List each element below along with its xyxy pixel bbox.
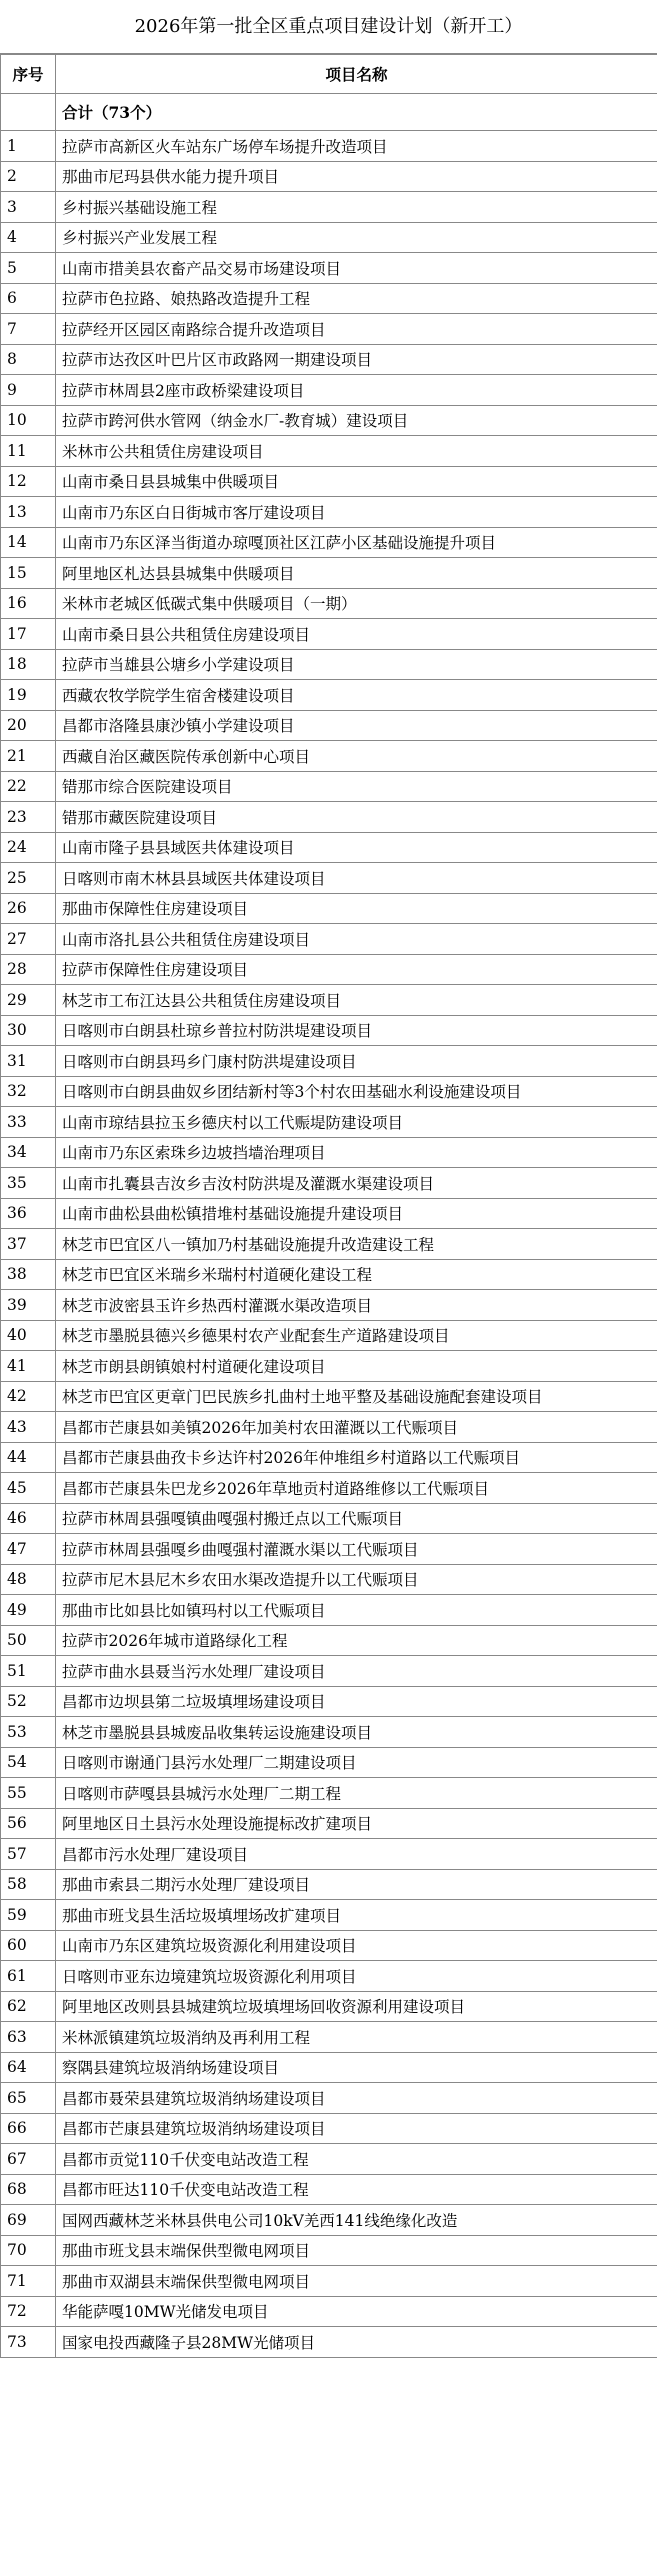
table-row — [1, 253, 657, 284]
table-row — [1, 954, 657, 985]
row-number: 60 — [1, 1930, 56, 1961]
row-number: 42 — [1, 1381, 56, 1412]
row-project-name: 乡村振兴基础设施工程 — [56, 192, 657, 223]
row-project-name: 日喀则市白朗县杜琼乡普拉村防洪堤建设项目 — [56, 1015, 657, 1046]
row-number: 24 — [1, 832, 56, 863]
table-row — [1, 1442, 657, 1473]
table-header-row — [1, 55, 657, 94]
table-row — [1, 1900, 657, 1931]
row-number: 54 — [1, 1747, 56, 1778]
total-empty-cell — [1, 94, 56, 131]
row-project-name: 拉萨市林周县2座市政桥梁建设项目 — [56, 375, 657, 406]
table-row — [1, 2235, 657, 2266]
row-number: 11 — [1, 436, 56, 467]
row-project-name: 拉萨市林周县强嘎乡曲嘎强村灌溉水渠以工代赈项目 — [56, 1534, 657, 1565]
table-row — [1, 558, 657, 589]
row-number: 33 — [1, 1107, 56, 1138]
row-project-name: 拉萨市曲水县聂当污水处理厂建设项目 — [56, 1656, 657, 1687]
table-row — [1, 1778, 657, 1809]
row-project-name: 山南市乃东区泽当街道办琼嘎顶社区江萨小区基础设施提升项目 — [56, 527, 657, 558]
row-project-name: 昌都市芒康县朱巴龙乡2026年草地贡村道路维修以工代赈项目 — [56, 1473, 657, 1504]
row-number: 68 — [1, 2174, 56, 2205]
row-number: 40 — [1, 1320, 56, 1351]
table-row — [1, 2113, 657, 2144]
row-number: 21 — [1, 741, 56, 772]
table-row — [1, 1534, 657, 1565]
row-number: 50 — [1, 1625, 56, 1656]
row-project-name: 林芝市朗县朗镇娘村村道硬化建设项目 — [56, 1351, 657, 1382]
row-project-name: 拉萨经开区园区南路综合提升改造项目 — [56, 314, 657, 345]
row-project-name: 拉萨市色拉路、娘热路改造提升工程 — [56, 283, 657, 314]
row-number: 26 — [1, 893, 56, 924]
table-row — [1, 1595, 657, 1626]
row-project-name: 米林市老城区低碳式集中供暖项目（一期） — [56, 588, 657, 619]
header-serial-number: 序号 — [1, 55, 56, 94]
row-number: 1 — [1, 131, 56, 162]
table-row — [1, 1198, 657, 1229]
row-number: 39 — [1, 1290, 56, 1321]
row-number: 47 — [1, 1534, 56, 1565]
table-row — [1, 1686, 657, 1717]
table-row — [1, 680, 657, 711]
table-row — [1, 1229, 657, 1260]
row-project-name: 山南市乃东区建筑垃圾资源化利用建设项目 — [56, 1930, 657, 1961]
row-number: 46 — [1, 1503, 56, 1534]
row-project-name: 昌都市芒康县曲孜卡乡达许村2026年仲堆组乡村道路以工代赈项目 — [56, 1442, 657, 1473]
row-number: 37 — [1, 1229, 56, 1260]
row-project-name: 山南市琼结县拉玉乡德庆村以工代赈堤防建设项目 — [56, 1107, 657, 1138]
row-project-name: 拉萨市当雄县公塘乡小学建设项目 — [56, 649, 657, 680]
row-project-name: 拉萨市高新区火车站东广场停车场提升改造项目 — [56, 131, 657, 162]
table-row — [1, 1381, 657, 1412]
row-project-name: 日喀则市谢通门县污水处理厂二期建设项目 — [56, 1747, 657, 1778]
table-row — [1, 1107, 657, 1138]
row-project-name: 那曲市班戈县生活垃圾填埋场改扩建项目 — [56, 1900, 657, 1931]
row-project-name: 昌都市聂荣县建筑垃圾消纳场建设项目 — [56, 2083, 657, 2114]
table-row — [1, 375, 657, 406]
table-row — [1, 1503, 657, 1534]
table-row — [1, 649, 657, 680]
table-row — [1, 283, 657, 314]
table-row — [1, 436, 657, 467]
row-project-name: 山南市乃东区白日街城市客厅建设项目 — [56, 497, 657, 528]
table-row — [1, 985, 657, 1016]
row-project-name: 那曲市班戈县末端保供型微电网项目 — [56, 2235, 657, 2266]
row-project-name: 拉萨市林周县强嘎镇曲嘎强村搬迁点以工代赈项目 — [56, 1503, 657, 1534]
table-row — [1, 588, 657, 619]
table-row — [1, 1412, 657, 1443]
header-project-name: 项目名称 — [56, 55, 657, 94]
row-number: 69 — [1, 2205, 56, 2236]
row-number: 20 — [1, 710, 56, 741]
row-project-name: 察隅县建筑垃圾消纳场建设项目 — [56, 2052, 657, 2083]
row-number: 73 — [1, 2327, 56, 2358]
table-row — [1, 802, 657, 833]
project-table — [0, 54, 657, 2358]
row-number: 22 — [1, 771, 56, 802]
row-number: 18 — [1, 649, 56, 680]
table-row — [1, 1930, 657, 1961]
row-number: 10 — [1, 405, 56, 436]
row-number: 55 — [1, 1778, 56, 1809]
table-row — [1, 1076, 657, 1107]
row-number: 41 — [1, 1351, 56, 1382]
row-number: 57 — [1, 1839, 56, 1870]
row-number: 35 — [1, 1168, 56, 1199]
table-row — [1, 741, 657, 772]
row-project-name: 日喀则市萨嘎县县城污水处理厂二期工程 — [56, 1778, 657, 1809]
table-row — [1, 1747, 657, 1778]
row-project-name: 林芝市波密县玉许乡热西村灌溉水渠改造项目 — [56, 1290, 657, 1321]
table-row — [1, 1473, 657, 1504]
row-number: 70 — [1, 2235, 56, 2266]
row-project-name: 山南市桑日县县城集中供暖项目 — [56, 466, 657, 497]
table-row — [1, 222, 657, 253]
row-number: 7 — [1, 314, 56, 345]
row-project-name: 昌都市旺达110千伏变电站改造工程 — [56, 2174, 657, 2205]
row-project-name: 拉萨市2026年城市道路绿化工程 — [56, 1625, 657, 1656]
row-project-name: 那曲市比如县比如镇玛村以工代赈项目 — [56, 1595, 657, 1626]
row-project-name: 国网西藏林芝米林县供电公司10kV羌西141线绝缘化改造 — [56, 2205, 657, 2236]
table-row — [1, 893, 657, 924]
row-number: 25 — [1, 863, 56, 894]
row-number: 66 — [1, 2113, 56, 2144]
row-number: 58 — [1, 1869, 56, 1900]
row-number: 63 — [1, 2022, 56, 2053]
page-title: 2026年第一批全区重点项目建设计划（新开工） — [0, 0, 657, 54]
table-row — [1, 1290, 657, 1321]
table-row — [1, 1564, 657, 1595]
row-project-name: 乡村振兴产业发展工程 — [56, 222, 657, 253]
row-project-name: 那曲市尼玛县供水能力提升项目 — [56, 161, 657, 192]
table-row — [1, 2144, 657, 2175]
table-row — [1, 2205, 657, 2236]
row-project-name: 山南市措美县农畜产品交易市场建设项目 — [56, 253, 657, 284]
table-row — [1, 344, 657, 375]
row-number: 4 — [1, 222, 56, 253]
row-project-name: 林芝市巴宜区更章门巴民族乡扎曲村土地平整及基础设施配套建设项目 — [56, 1381, 657, 1412]
table-row — [1, 314, 657, 345]
table-row — [1, 527, 657, 558]
table-row — [1, 161, 657, 192]
row-project-name: 林芝市墨脱县县城废品收集转运设施建设项目 — [56, 1717, 657, 1748]
row-number: 17 — [1, 619, 56, 650]
row-project-name: 拉萨市跨河供水管网（纳金水厂-教育城）建设项目 — [56, 405, 657, 436]
row-project-name: 华能萨嘎10MW光储发电项目 — [56, 2296, 657, 2327]
row-project-name: 米林市公共租赁住房建设项目 — [56, 436, 657, 467]
table-row — [1, 131, 657, 162]
row-number: 67 — [1, 2144, 56, 2175]
row-project-name: 那曲市索县二期污水处理厂建设项目 — [56, 1869, 657, 1900]
row-number: 5 — [1, 253, 56, 284]
row-project-name: 山南市曲松县曲松镇措堆村基础设施提升建设项目 — [56, 1198, 657, 1229]
row-number: 43 — [1, 1412, 56, 1443]
row-project-name: 山南市洛扎县公共租赁住房建设项目 — [56, 924, 657, 955]
row-number: 32 — [1, 1076, 56, 1107]
table-row — [1, 2174, 657, 2205]
row-project-name: 米林派镇建筑垃圾消纳及再利用工程 — [56, 2022, 657, 2053]
row-number: 59 — [1, 1900, 56, 1931]
row-number: 45 — [1, 1473, 56, 1504]
row-project-name: 拉萨市保障性住房建设项目 — [56, 954, 657, 985]
row-number: 12 — [1, 466, 56, 497]
row-number: 30 — [1, 1015, 56, 1046]
row-number: 16 — [1, 588, 56, 619]
row-number: 71 — [1, 2266, 56, 2297]
row-number: 28 — [1, 954, 56, 985]
table-row — [1, 192, 657, 223]
row-project-name: 西藏农牧学院学生宿舍楼建设项目 — [56, 680, 657, 711]
table-row — [1, 924, 657, 955]
row-project-name: 错那市综合医院建设项目 — [56, 771, 657, 802]
row-number: 8 — [1, 344, 56, 375]
row-project-name: 那曲市双湖县末端保供型微电网项目 — [56, 2266, 657, 2297]
row-number: 49 — [1, 1595, 56, 1626]
row-number: 15 — [1, 558, 56, 589]
table-row — [1, 832, 657, 863]
row-number: 44 — [1, 1442, 56, 1473]
table-row — [1, 1991, 657, 2022]
row-number: 61 — [1, 1961, 56, 1992]
row-project-name: 昌都市边坝县第二垃圾填埋场建设项目 — [56, 1686, 657, 1717]
row-project-name: 山南市扎囊县吉汝乡吉汝村防洪堤及灌溉水渠建设项目 — [56, 1168, 657, 1199]
row-number: 19 — [1, 680, 56, 711]
table-row — [1, 710, 657, 741]
table-row — [1, 1717, 657, 1748]
row-project-name: 林芝市工布江达县公共租赁住房建设项目 — [56, 985, 657, 1016]
row-number: 2 — [1, 161, 56, 192]
table-row — [1, 1168, 657, 1199]
table-row — [1, 405, 657, 436]
row-project-name: 昌都市贡觉110千伏变电站改造工程 — [56, 2144, 657, 2175]
table-row — [1, 1839, 657, 1870]
table-row — [1, 1625, 657, 1656]
row-project-name: 山南市隆子县县域医共体建设项目 — [56, 832, 657, 863]
row-number: 27 — [1, 924, 56, 955]
row-number: 14 — [1, 527, 56, 558]
row-project-name: 林芝市墨脱县德兴乡德果村农产业配套生产道路建设项目 — [56, 1320, 657, 1351]
row-number: 9 — [1, 375, 56, 406]
table-row — [1, 1656, 657, 1687]
row-number: 72 — [1, 2296, 56, 2327]
table-row — [1, 2083, 657, 2114]
row-project-name: 山南市桑日县公共租赁住房建设项目 — [56, 619, 657, 650]
total-label: 合计（73个） — [56, 94, 657, 131]
row-number: 3 — [1, 192, 56, 223]
row-number: 6 — [1, 283, 56, 314]
row-project-name: 那曲市保障性住房建设项目 — [56, 893, 657, 924]
row-project-name: 日喀则市亚东边境建筑垃圾资源化利用项目 — [56, 1961, 657, 1992]
total-row — [1, 94, 657, 131]
row-number: 29 — [1, 985, 56, 1016]
row-project-name: 山南市乃东区索珠乡边坡挡墙治理项目 — [56, 1137, 657, 1168]
table-row — [1, 1351, 657, 1382]
row-project-name: 阿里地区日土县污水处理设施提标改扩建项目 — [56, 1808, 657, 1839]
table-row — [1, 497, 657, 528]
row-project-name: 昌都市洛隆县康沙镇小学建设项目 — [56, 710, 657, 741]
table-row — [1, 1320, 657, 1351]
row-number: 31 — [1, 1046, 56, 1077]
table-row — [1, 1808, 657, 1839]
table-row — [1, 1259, 657, 1290]
table-row — [1, 1869, 657, 1900]
table-row — [1, 1046, 657, 1077]
table-row — [1, 863, 657, 894]
table-row — [1, 771, 657, 802]
table-row — [1, 1137, 657, 1168]
row-number: 56 — [1, 1808, 56, 1839]
row-project-name: 错那市藏医院建设项目 — [56, 802, 657, 833]
row-number: 51 — [1, 1656, 56, 1687]
table-row — [1, 2022, 657, 2053]
row-project-name: 林芝市巴宜区八一镇加乃村基础设施提升改造建设工程 — [56, 1229, 657, 1260]
table-row — [1, 619, 657, 650]
table-row — [1, 2266, 657, 2297]
row-project-name: 日喀则市南木林县县域医共体建设项目 — [56, 863, 657, 894]
row-project-name: 国家电投西藏隆子县28MW光储项目 — [56, 2327, 657, 2358]
row-number: 38 — [1, 1259, 56, 1290]
row-number: 23 — [1, 802, 56, 833]
table-row — [1, 466, 657, 497]
table-row — [1, 2052, 657, 2083]
row-number: 52 — [1, 1686, 56, 1717]
row-project-name: 日喀则市白朗县玛乡门康村防洪堤建设项目 — [56, 1046, 657, 1077]
row-number: 13 — [1, 497, 56, 528]
table-row — [1, 2296, 657, 2327]
row-project-name: 林芝市巴宜区米瑞乡米瑞村村道硬化建设工程 — [56, 1259, 657, 1290]
row-project-name: 昌都市芒康县如美镇2026年加美村农田灌溉以工代赈项目 — [56, 1412, 657, 1443]
row-number: 53 — [1, 1717, 56, 1748]
row-project-name: 日喀则市白朗县曲奴乡团结新村等3个村农田基础水利设施建设项目 — [56, 1076, 657, 1107]
row-number: 36 — [1, 1198, 56, 1229]
row-number: 48 — [1, 1564, 56, 1595]
row-number: 62 — [1, 1991, 56, 2022]
row-project-name: 昌都市芒康县建筑垃圾消纳场建设项目 — [56, 2113, 657, 2144]
row-project-name: 拉萨市尼木县尼木乡农田水渠改造提升以工代赈项目 — [56, 1564, 657, 1595]
row-number: 34 — [1, 1137, 56, 1168]
row-number: 65 — [1, 2083, 56, 2114]
table-row — [1, 2327, 657, 2358]
table-row — [1, 1961, 657, 1992]
table-row — [1, 1015, 657, 1046]
row-project-name: 昌都市污水处理厂建设项目 — [56, 1839, 657, 1870]
row-project-name: 阿里地区札达县县城集中供暖项目 — [56, 558, 657, 589]
row-project-name: 拉萨市达孜区叶巴片区市政路网一期建设项目 — [56, 344, 657, 375]
row-number: 64 — [1, 2052, 56, 2083]
row-project-name: 西藏自治区藏医院传承创新中心项目 — [56, 741, 657, 772]
row-project-name: 阿里地区改则县县城建筑垃圾填埋场回收资源利用建设项目 — [56, 1991, 657, 2022]
